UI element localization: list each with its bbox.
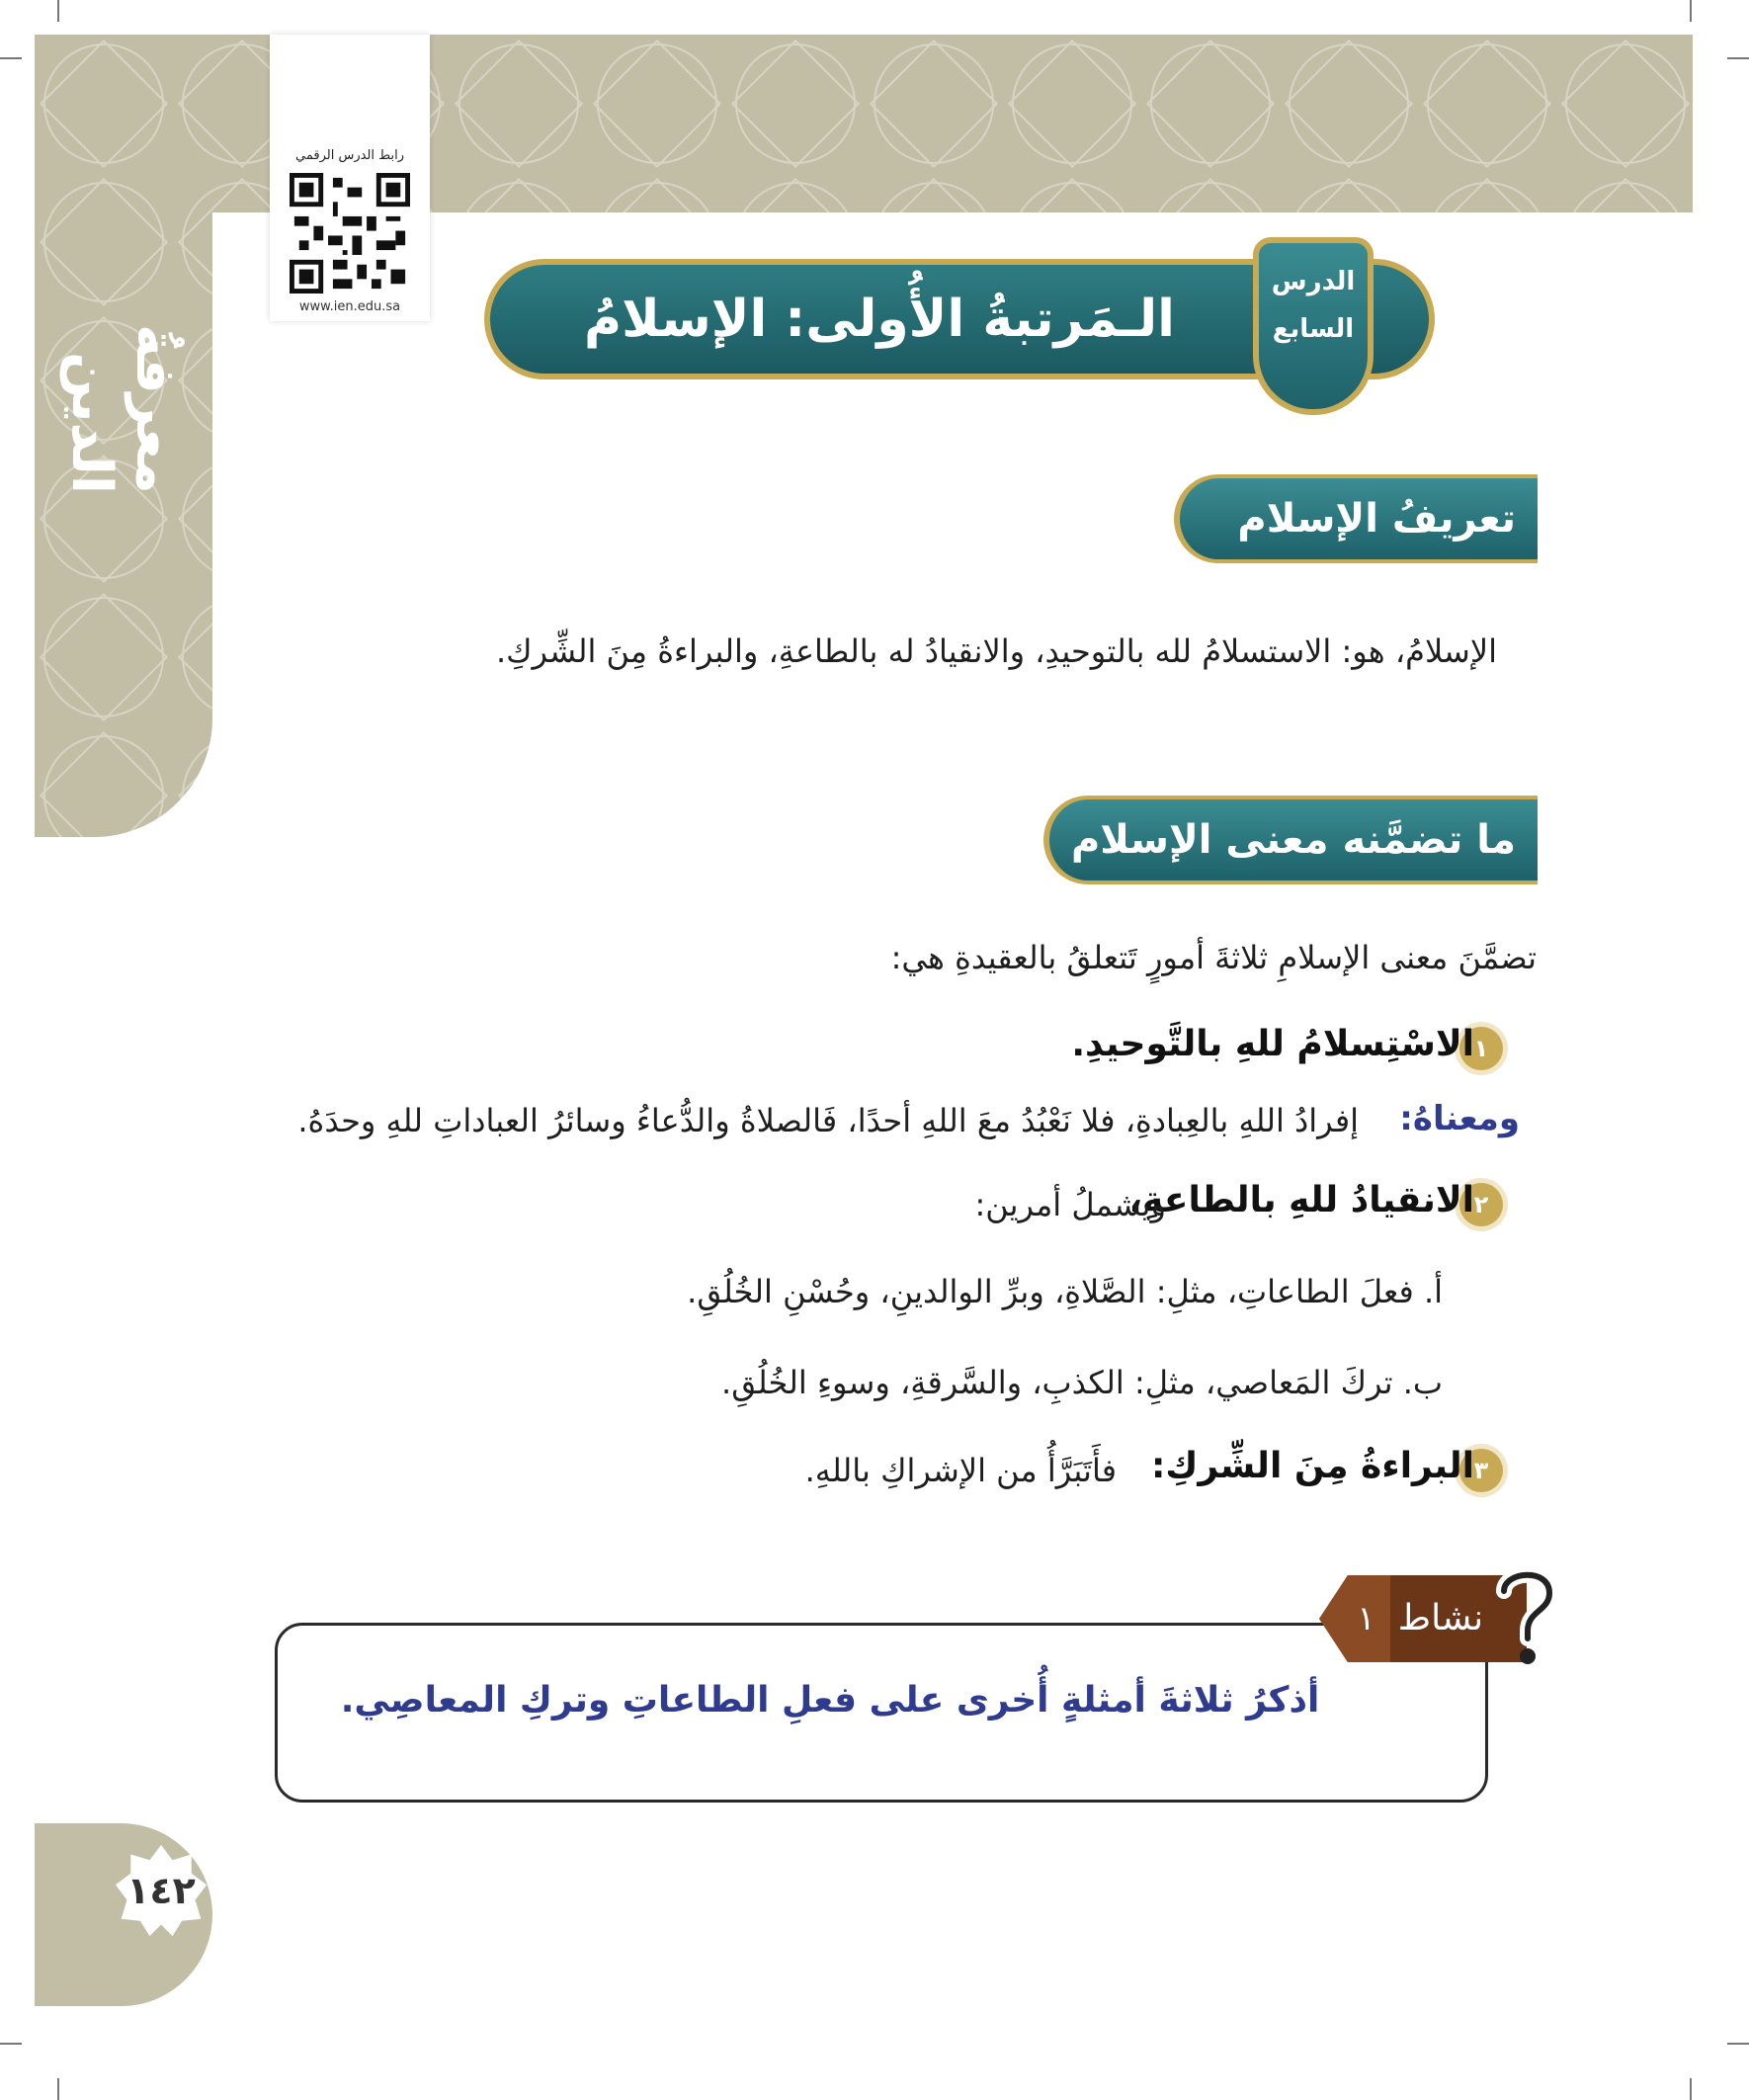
lesson-ordinal: السابع <box>1272 314 1355 344</box>
section-header-contents: ما تضمَّنه معنى الإسلام <box>1043 796 1538 884</box>
crop-mark <box>1690 0 1692 22</box>
crop-mark <box>1690 2078 1692 2100</box>
item-number-badge: ٣ <box>1459 1449 1503 1492</box>
item-number-badge: ١ <box>1459 1027 1503 1070</box>
lesson-title: الـمَرتبةُ الأُولى: الإسلامُ <box>584 290 1175 349</box>
sub-item-b: ب. تركَ المَعاصي، مثلِ: الكذبِ، والسَّرقةِ، وسوءِ الخُلُقِ. <box>721 1364 1443 1401</box>
meaning-label: ومعناهُ: <box>1399 1099 1520 1138</box>
section-header-definition: تعريفُ الإسلام <box>1174 474 1538 563</box>
item-title: الاسْتِسلامُ للهِ بالتَّوحيدِ. <box>1071 1024 1474 1064</box>
qr-url[interactable]: www.ien.edu.sa <box>298 299 401 314</box>
activity-number: ١ <box>1357 1599 1375 1638</box>
definition-paragraph: الإسلامُ، هو: الاستسلامُ لله بالتوحيدِ، والانقيادُ له بالطاعةِ، والبراءةُ مِنَ الشِّركِ. <box>495 632 1497 670</box>
lesson-label: الدرس <box>1271 267 1356 296</box>
unit-side-label: معرفةُ الدين <box>59 324 188 494</box>
item-number-badge: ٢ <box>1459 1183 1503 1226</box>
crop-mark <box>57 0 59 22</box>
meaning-text: إفرادُ اللهِ بالعِبادةِ، فلا نَعْبُدُ معَ اللهِ أحدًا، فَالصلاةُ والدُّعاءُ وسائرُ العباداتِ للهِ وحدَهُ. <box>297 1102 1359 1139</box>
item-title: الانقيادُ للهِ بالطاعةِ، <box>1128 1180 1474 1220</box>
crop-mark <box>0 2043 22 2045</box>
qr-code-icon[interactable] <box>290 173 410 294</box>
item-extra-text: فأَتَبَرَّأُ من الإشراكِ باللهِ. <box>804 1452 1117 1489</box>
qr-card[interactable] <box>270 35 430 321</box>
question-mark-icon <box>1492 1561 1561 1670</box>
item-title: البراءةُ مِنَ الشِّركِ: <box>1151 1446 1474 1486</box>
qr-label: رابط الدرس الرقمي <box>295 148 404 163</box>
crop-mark <box>0 57 22 59</box>
contents-intro: تضمَّنَ معنى الإسلامِ ثلاثةَ أمورٍ تَتعلقُ بالعقيدةِ هي: <box>890 939 1537 976</box>
crop-mark <box>1727 57 1749 59</box>
page-number: ١٤٢ <box>126 1869 196 1912</box>
crop-mark <box>1727 2043 1749 2045</box>
item-extra-text: ويشملُ أمرين: <box>974 1186 1166 1223</box>
sub-item-a: أ. فعلَ الطاعاتِ، مثلِ: الصَّلاةِ، وبرِّ الوالدينِ، وحُسْنِ الخُلُقِ. <box>687 1273 1443 1310</box>
activity-text: أذكرُ ثلاثةَ أمثلةٍ أُخرى على فعلِ الطاعاتِ وتركِ المعاصِي. <box>340 1680 1320 1721</box>
activity-label: نشاط <box>1397 1598 1484 1638</box>
crop-mark <box>57 2078 59 2100</box>
